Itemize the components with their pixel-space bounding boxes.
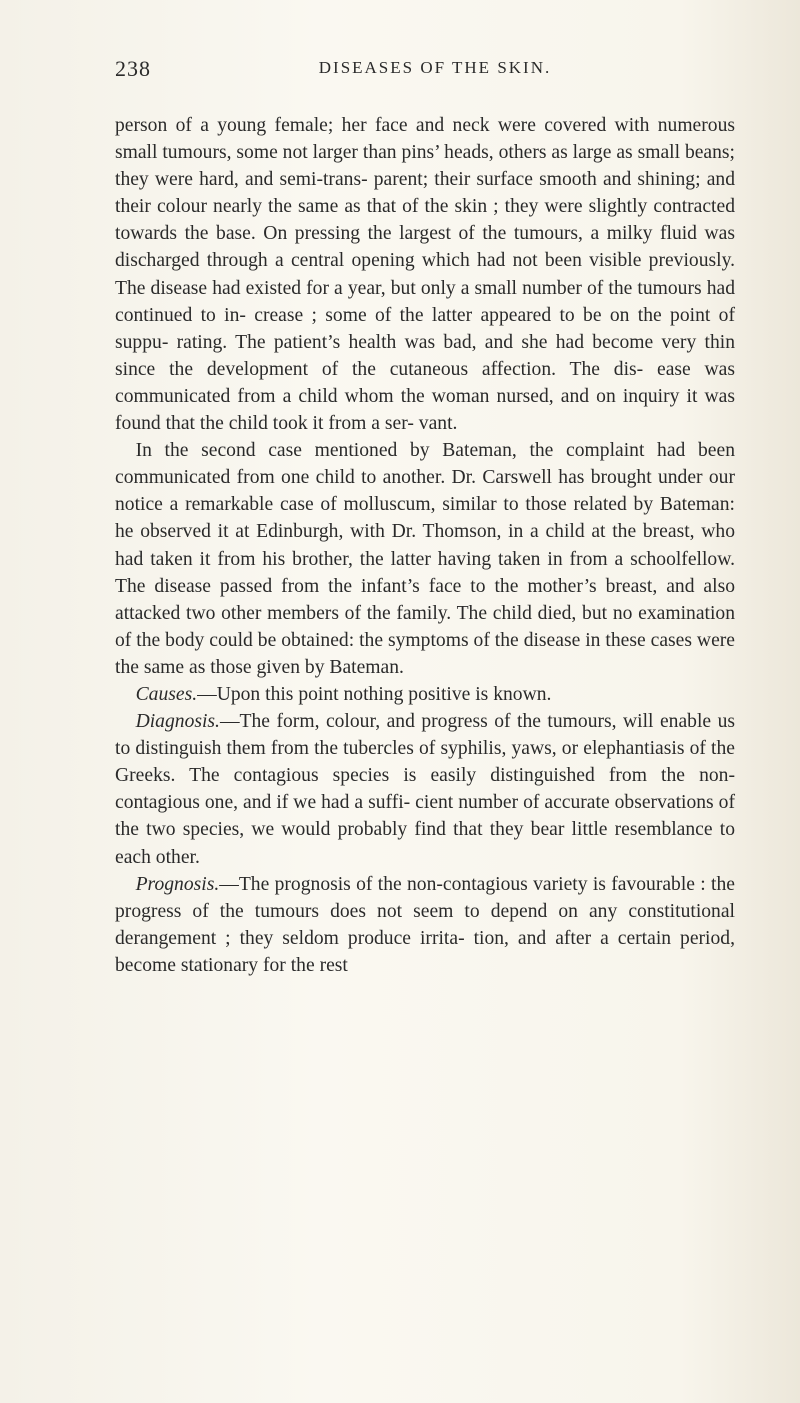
paragraph-prognosis — [115, 871, 735, 979]
paragraph-diagnosis — [115, 708, 735, 871]
causes-text: —Upon this point nothing positive is known. — [197, 683, 552, 705]
prognosis-text: —The prognosis of the non-contagious variety is favourable : the progress of the tumours does not seem to depend on any constitutional derangement ; they seldom produce irrita- tion, and after a certain period, become stationary for the rest — [115, 873, 735, 976]
body-text — [115, 112, 735, 979]
running-head — [115, 56, 735, 86]
causes-heading: Causes. — [135, 683, 198, 705]
diagnosis-heading: Diagnosis. — [135, 711, 220, 733]
paragraph-causes — [115, 681, 735, 708]
prognosis-heading: Prognosis. — [135, 873, 220, 895]
running-title: DISEASES OF THE SKIN. — [318, 58, 552, 77]
page-number: 238 — [115, 56, 151, 81]
paragraph-second-case: In the second case mentioned by Bateman, the complaint had been communicated from one child to another. Dr. Carswell has brought under our notice a remarkable case of molluscum, similar to those related by Bateman: he observed it at Edinburgh, with Dr. Thomson, in a child at the breast, who had taken it from his brother, the latter having taken in from a schoolfellow. The disease passed from the infant’s face to the mother’s breast, and also attacked two other members of the family. The child died, but no examination of the body could be obtained: the symptoms of the disease in these cases were the same as those given by Bateman. — [115, 440, 735, 678]
paragraph-case-description: person of a young female; her face and neck were covered with numerous small tumours, some not larger than pins’ heads, others as large as small beans; they were hard, and semi-trans- parent; their surface smooth and shining; and their colour nearly the same as that of the skin ; they were slightly contracted towards the base. On pressing the largest of the tumours, a milky fluid was discharged through a central opening which had not been visible previously. The disease had existed for a year, but only a small number of the tumours had continued to in- crease ; some of the latter appeared to be on the point of suppu- rating. The patient’s health was bad, and she had become very thin since the development of the cutaneous affection. The dis- ease was communicated from a child whom the woman nursed, and on inquiry it was found that the child took it from a ser- vant. — [115, 115, 735, 435]
diagnosis-text: —The form, colour, and progress of the tumours, will enable us to distinguish them from the tubercles of syphilis, yaws, or elephantiasis of the Greeks. The contagious species is easily distinguished from the non-contagious one, and if we had a suffi- cient number of accurate observations of the two species, we would probably find that they bear little resemblance to each other. — [115, 711, 735, 868]
